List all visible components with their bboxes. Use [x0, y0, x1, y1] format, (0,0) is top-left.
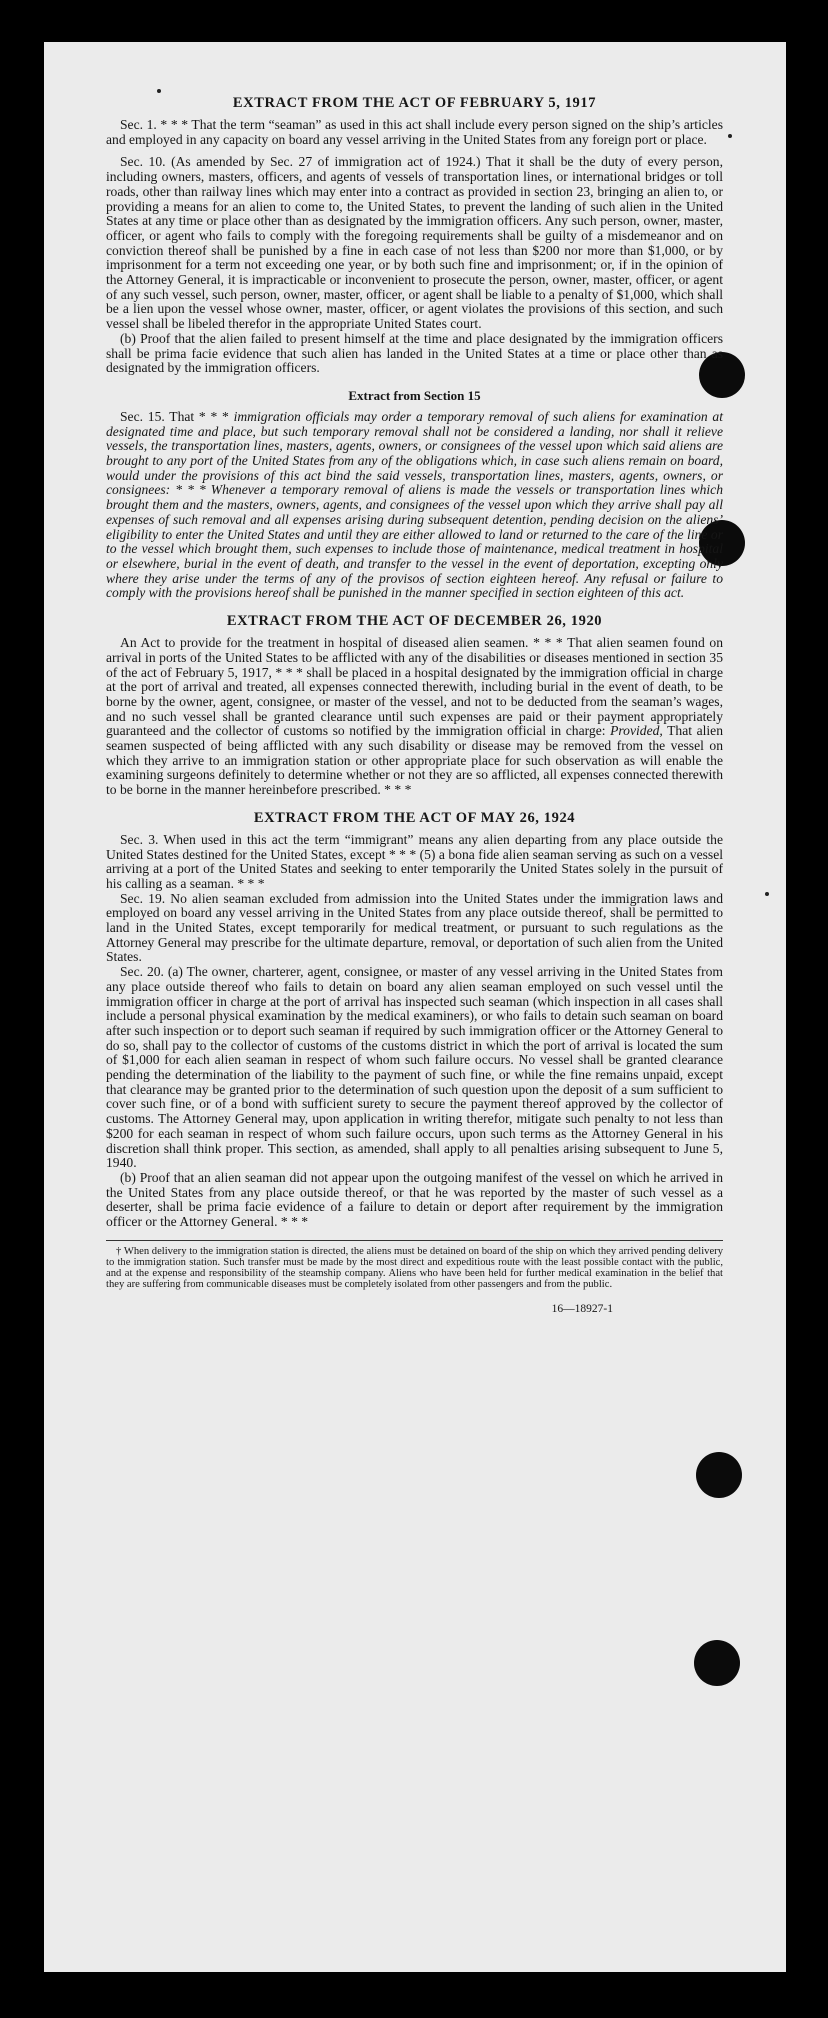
- heading-section-15: Extract from Section 15: [348, 387, 481, 403]
- scan-speck: [728, 134, 732, 138]
- act-1920-text-2: That alien seamen suspected of being afflicted with any such disability or disease may be removed from the vessel on which they arrive to an immigration station or other appropriate place for such observation as will enable the examining surgeons definitely to determine whether or not they are so afflicted, all expenses connected therewith to be borne in the manner hereinbefore prescribed. * * *: [106, 723, 723, 798]
- punch-hole: [694, 1640, 740, 1686]
- paragraph-sec-10: Sec. 10. (As amended by Sec. 27 of immigration act of 1924.) That it shall be the duty of every person, including owners, masters, officers, and agents of vessels of transportation lines, or international bridges or toll roads, other than railway lines which may enter into a contract as provided in section 23, bringing an alien to, or providing a means for an alien to come to, the United States, to prevent the landing of such alien in the United States at any time or place other than as designated by the immigration officers. Any such person, owner, master, officer, or agent who fails to comply with the foregoing requirements shall be guilty of a misdemeanor and on conviction thereof shall be punished by a fine in each case of not less than $200 nor more than $1,000, or by imprisonment for a term not exceeding one year, or by both such fine and imprisonment; or, if in the opinion of the Attorney General, it is impracticable or inconvenient to prosecute the person, owner, master, officer, or agent of any such vessel, such person, owner, master, officer, or agent shall be liable to a penalty of $1,000, which shall be a lien upon the vessel whose owner, master, officer, or agent violates the provisions of this section, and such vessel shall be libeled therefor in the appropriate United States court.: [106, 154, 723, 332]
- punch-hole: [696, 1452, 742, 1498]
- paragraph-sec-20b: (b) Proof that an alien seaman did not appear upon the outgoing manifest of the vessel on which he arrived in the United States from any place outside thereof, or that he was reported by the master of such vessel as a deserter, shall be prima facie evidence of a failure to detain or deport after requirement by the immigration officer or the Attorney General. * * *: [106, 1170, 723, 1230]
- scan-speck: [765, 892, 769, 896]
- sec-15-text: immigration officials may order a temporary removal of such aliens for examination at designated time and place, but such temporary removal shall not be considered a landing, nor shall it relieve vessels, the transportation lines, masters, agents, owners, or consignees of the vessel upon which said aliens are brought to any port of the United States from any of the obligations which, in case such aliens remain on board, would under the provisions of this act bind the said vessels, transportation lines, masters, agents, owners, or consignees: * * * Whenever a temporary removal of aliens is made the vessels or transportation lines which brought them and the masters, owners, agents, and consignees of the vessel upon which they arrive shall pay all expenses of such removal and all expenses arising during subsequent detention, pending decision on the aliens’ eligibility to enter the United States and until they are either allowed to land or returned to the care of the line or to the vessel which brought them, such expenses to include those of maintenance, medical treatment in hospital or elsewhere, burial in the event of death, and transfer to the vessel in the event of deportation, excepting only where they arise under the terms of any of the provisos of section eighteen hereof. Any refusal or failure to comply with the provisions hereof shall be punished in the manner specified in section eighteen of this act.: [106, 408, 724, 601]
- paragraph-sec-10b: (b) Proof that the alien failed to present himself at the time and place designated by the immigration officers shall be prima facie evidence that such alien has landed in the United States at a time or place other than as designated by the immigration officers.: [106, 330, 723, 376]
- provided-word: Provided,: [610, 723, 663, 739]
- paragraph-sec-3: Sec. 3. When used in this act the term “immigrant” means any alien departing from any place outside the United States destined for the United States, except * * * (5) a bona fide alien seaman serving as such on a vessel arriving at a port of the United States and seeking to enter temporarily the United States solely in the pursuit of his calling as a seaman. * * *: [106, 831, 723, 891]
- sec-15-lead: Sec. 15. That * * *: [120, 408, 234, 424]
- document-body: [106, 95, 723, 1315]
- paragraph-sec-20a: Sec. 20. (a) The owner, charterer, agent, consignee, or master of any vessel arriving in the United States from any place outside thereof who fails to detain on board any alien seaman employed on such vessel until the immigration officer in charge at the port of arrival has inspected such seaman (which inspection in all cases shall include a personal physical examination by the medical examiners), or who fails to detain such seaman on board after such inspection or to deport such seaman if required by such immigration officer or the Attorney General to do so, shall pay to the collector of customs of the customs district in which the port of arrival is located the sum of $1,000 for each alien seaman in respect of whom such failure occurs. No vessel shall be granted clearance pending the determination of the liability to the payment of such fine, or while the fine remains unpaid, except that clearance may be granted prior to the determination of such question upon the deposit of a sum sufficient to cover such fine, or of a bond with sufficient surety to secure the payment thereof approved by the collector of customs. The Attorney General may, upon application in writing therefor, mitigate such penalty to not less than $200 for each seaman in respect of whom such failure occurs, upon such terms as the Attorney General in his discretion shall think proper. This section, as amended, shall apply to all penalties arising subsequent to June 5, 1940.: [106, 964, 723, 1171]
- heading-act-1920: EXTRACT FROM THE ACT OF DECEMBER 26, 1920: [226, 613, 603, 630]
- paragraph-act-1920: [106, 636, 723, 798]
- heading-act-1924: EXTRACT FROM THE ACT OF MAY 26, 1924: [253, 809, 576, 826]
- section-act-1920: [106, 613, 723, 798]
- act-1920-text: An Act to provide for the treatment in hospital of diseased alien seamen. * * * That alien seamen found on arrival in ports of the United States to be afflicted with any of the disabilities or diseases mentioned in section 35 of the act of February 5, 1917, * * * shall be placed in a hospital designated by the immigration official in charge at the port of arrival and treated, all expenses connected therewith, including burial in the event of death, to be borne by the owner, agent, consignee, or master of the vessel, and not to be deducted from the seaman’s wages, and no such vessel shall be granted clearance until such expenses are paid or their payment appropriately guaranteed and the collector of customs so notified by the immigration official in charge:: [106, 635, 723, 739]
- footnote-divider: [106, 1240, 723, 1241]
- section-act-1917: [106, 95, 723, 376]
- document-number: 16—18927-1: [551, 1302, 613, 1315]
- section-act-1924: [106, 810, 723, 1230]
- scan-speck: [157, 89, 161, 93]
- section-15-extract: [106, 388, 723, 601]
- paragraph-sec-1: Sec. 1. * * * That the term “seaman” as used in this act shall include every person signed on the ship’s articles and employed in any capacity on board any vessel arriving in the United States from any foreign port or place.: [106, 117, 723, 147]
- footnote: † When delivery to the immigration station is directed, the aliens must be detained on board of the ship on which they arrived pending delivery to the immigration station. Such transfer must be made by the most direct and expeditious route with the least possible contact with the public, and at the expense and responsibility of the steamship company. Aliens who have been held for further medical examination in the belief that they are suffering from communicable diseases must be completely isolated from other passengers and from the public.: [106, 1245, 723, 1291]
- paragraph-sec-15: [106, 410, 723, 601]
- heading-act-1917: EXTRACT FROM THE ACT OF FEBRUARY 5, 1917: [232, 95, 597, 111]
- paragraph-sec-19: Sec. 19. No alien seaman excluded from admission into the United States under the immigration laws and employed on board any vessel arriving in the United States from any place outside thereof, shall be permitted to land in the United States, except temporarily for medical treatment, or pursuant to such regulations as the Attorney General may prescribe for the ultimate departure, removal, or deportation of such alien from the United States.: [106, 890, 723, 965]
